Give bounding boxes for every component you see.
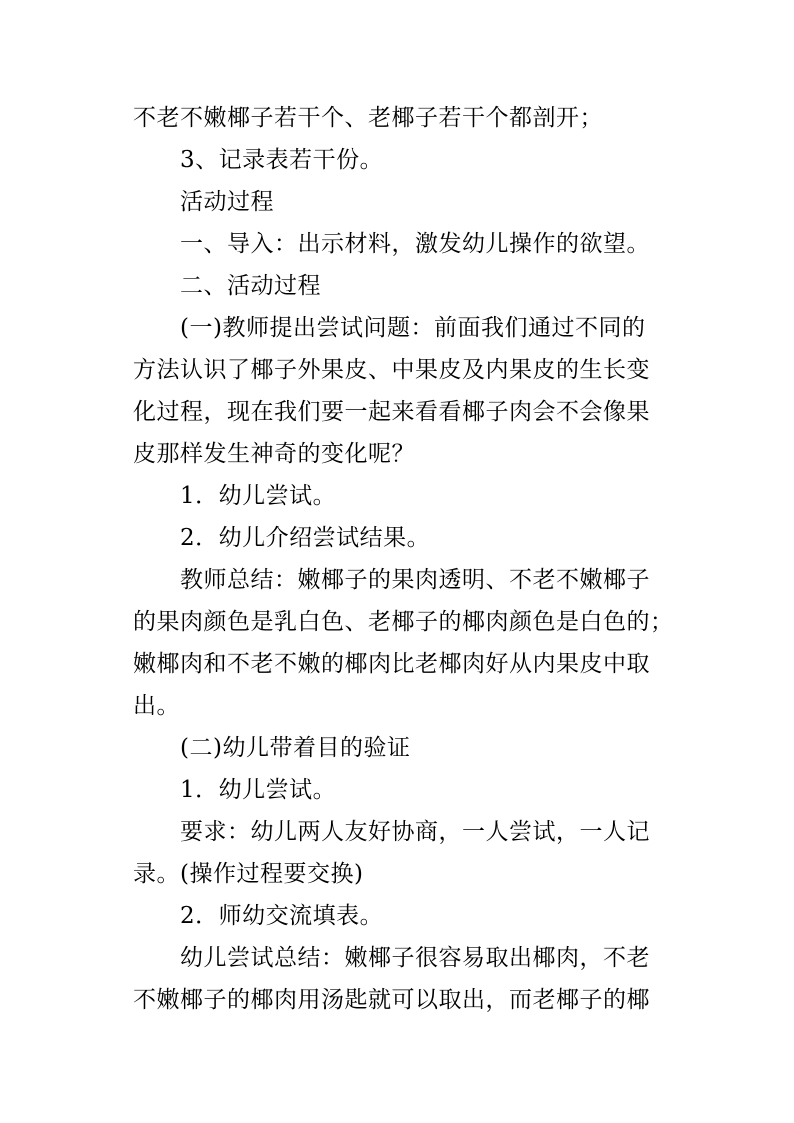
- text-line: 2．师幼交流填表。: [180, 903, 384, 929]
- text-line: 要求：幼儿两人友好协商，一人尝试，一人记: [180, 819, 650, 845]
- section-heading: 二、活动过程: [180, 273, 321, 299]
- text-line: 化过程，现在我们要一起来看看椰子肉会不会像果: [133, 399, 650, 425]
- section-heading: 活动过程: [180, 189, 274, 215]
- text-line: 1．幼儿尝试。: [180, 777, 337, 803]
- text-line: 幼儿尝试总结：嫩椰子很容易取出椰肉，不老: [180, 945, 650, 971]
- text-line: (一)教师提出尝试问题：前面我们通过不同的: [180, 315, 646, 341]
- text-line: 录。(操作过程要交换): [133, 861, 364, 887]
- text-line: 出。: [133, 693, 180, 719]
- text-line: 1．幼儿尝试。: [180, 483, 337, 509]
- text-line: 不老不嫩椰子若干个、老椰子若干个都剖开；: [133, 105, 603, 131]
- text-line: 皮那样发生神奇的变化呢？: [133, 441, 415, 467]
- text-line: 教师总结：嫩椰子的果肉透明、不老不嫩椰子: [180, 567, 650, 593]
- text-line: 3、记录表若干份。: [180, 147, 384, 173]
- text-line: 方法认识了椰子外果皮、中果皮及内果皮的生长变: [133, 357, 650, 383]
- text-line: 2．幼儿介绍尝试结果。: [180, 525, 431, 551]
- section-heading: (二)幼儿带着目的验证: [180, 735, 411, 761]
- text-line: 的果肉颜色是乳白色、老椰子的椰肉颜色是白色的；: [133, 609, 674, 635]
- text-line: 不嫩椰子的椰肉用汤匙就可以取出，而老椰子的椰: [133, 987, 650, 1013]
- text-line: 一、导入：出示材料，激发幼儿操作的欲望。: [180, 231, 650, 257]
- text-line: 嫩椰肉和不老不嫩的椰肉比老椰肉好从内果皮中取: [133, 651, 650, 677]
